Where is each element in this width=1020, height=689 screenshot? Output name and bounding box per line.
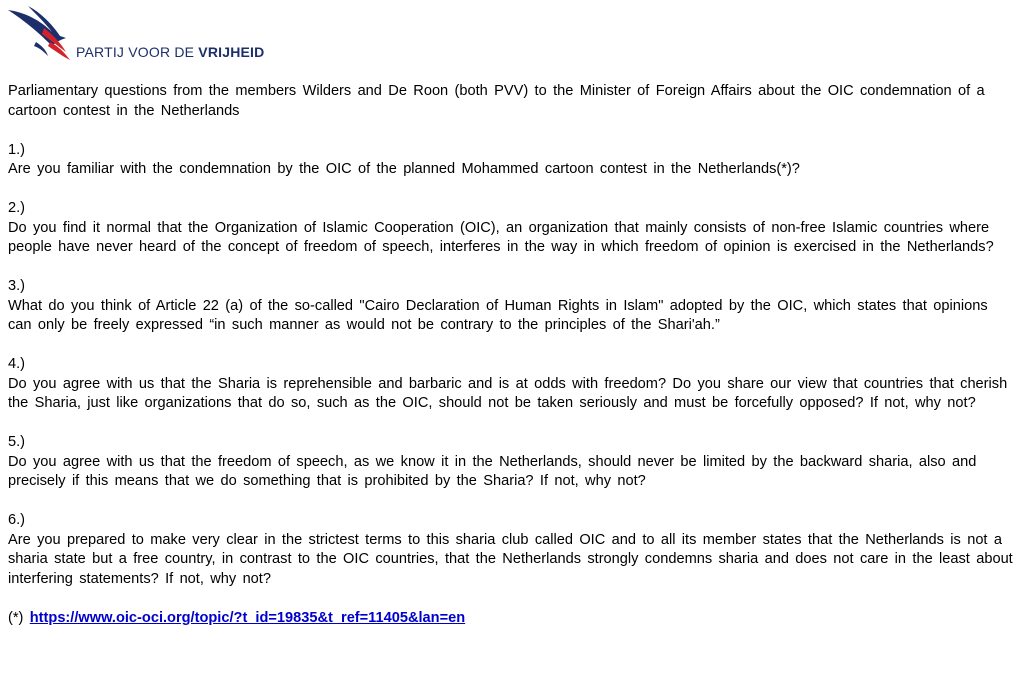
question-text: Do you find it normal that the Organization of Islamic Cooperation (OIC), an organization that mainly consists of non-free Islamic countries where people have never heard of the concept of freedom of speech, interferes in the way in which freedom of opinion is exercised in the Netherlands? — [8, 219, 994, 255]
question-5 — [8, 433, 1014, 492]
question-text: Do you agree with us that the Sharia is reprehensible and barbaric and is at odds with freedom? Do you share our view that countries that cherish the Sharia, just like organizations that do so, such as the OIC, should not be taken seriously and must be forcefully opposed? If not, why not? — [8, 375, 1008, 411]
question-1 — [8, 141, 1014, 180]
question-number: 4.) — [8, 356, 26, 372]
question-text: Do you agree with us that the freedom of speech, as we know it in the Netherlands, should never be limited by the backward sharia, also and precisely if this means that we do something that is prohibited by the Sharia? If not, why not? — [8, 453, 977, 489]
question-text: Are you familiar with the condemnation by the OIC of the planned Mohammed cartoon contest in the Netherlands(*)? — [8, 161, 800, 177]
bird-logo — [6, 2, 76, 62]
footnote-marker: (*) — [8, 609, 30, 626]
question-number: 5.) — [8, 434, 26, 450]
question-number: 6.) — [8, 512, 26, 528]
footnote — [8, 609, 1014, 629]
logo-text: PARTIJ VOOR DE VRIJHEID — [76, 44, 265, 60]
question-6 — [8, 511, 1014, 589]
question-text: What do you think of Article 22 (a) of the so-called "Cairo Declaration of Human Rights in Islam" adopted by the OIC, which states that opinions can only be freely expressed “in such manner as would not be contrary to the principles of the Shari'ah.” — [8, 297, 988, 333]
question-number: 3.) — [8, 278, 26, 294]
question-number: 1.) — [8, 141, 26, 158]
intro-paragraph: Parliamentary questions from the members Wilders and De Roon (both PVV) to the Minister of Foreign Affairs about the OIC condemnation of a cartoon contest in the Netherlands — [8, 83, 985, 119]
party-logo — [6, 2, 266, 68]
question-4 — [8, 355, 1014, 414]
footnote-link[interactable]: https://www.oic-oci.org/topic/?t_id=19835&t_ref=11405&lan=en — [29, 609, 466, 626]
question-2 — [8, 199, 1014, 258]
question-3 — [8, 277, 1014, 336]
question-text: Are you prepared to make very clear in the strictest terms to this sharia club called OIC and to all its member states that the Netherlands is not a sharia state but a free country, in contrast to the OIC countries, that the Netherlands strongly condemns sharia and does not care in the least about interfering statements? If not, why not? — [8, 531, 1013, 587]
question-number: 2.) — [8, 200, 26, 216]
document-body — [8, 82, 1014, 628]
